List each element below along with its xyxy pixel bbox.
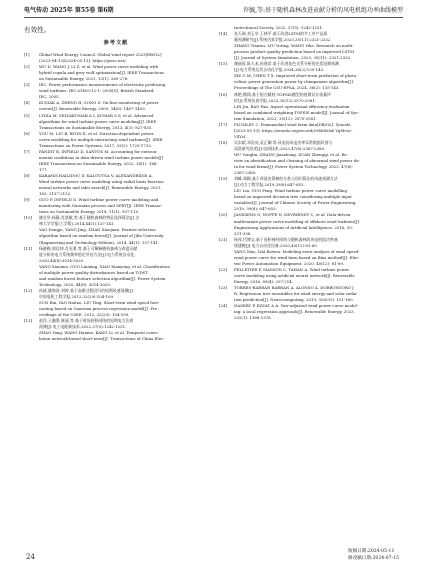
reference-line: LYDIA M, SELVAKUMAR A I, KUMAR S S, et al. Advanced [39, 112, 154, 118]
reference-number: [6] [24, 130, 30, 136]
reference-number: [7] [24, 148, 30, 154]
reference-line: wind power curve for wind farm based on Bins method[J]. Elec- [234, 254, 360, 260]
reference-item [219, 61, 403, 91]
reference-line: 林艳,熊翔,基于组合赋权-TOPSIS模型的视频设计质量评 [234, 91, 331, 97]
reference-line: curve modeling for multiple interacting wind turbines[J]. IEEE [39, 136, 163, 142]
reference-number: [16] [219, 91, 227, 97]
reference-line: view on identification and cleaning of abnormal wind power da- [234, 158, 360, 164]
reference-line: neural networks and tabu search[J]. Renewable Energy, 2021, [39, 185, 162, 191]
reference-text [39, 100, 208, 112]
right-column [219, 25, 403, 321]
reference-number: [5] [24, 112, 30, 118]
reference-line: KARAMICHAILIDOU D, KALOUTSA V, ALEXANDRIDIS A. [39, 172, 153, 178]
journal-info: 电气传动 2025年 第55卷 第6期 [24, 7, 114, 14]
reference-text [234, 212, 403, 236]
reference-item [219, 237, 403, 267]
reference-line: tion prediction[J]. Neurocomputing, 2019, 326(31): 151-160. [234, 297, 354, 303]
reference-line: 2367-2380. [234, 170, 257, 176]
reference-text [234, 237, 403, 267]
reference-text [234, 176, 403, 212]
reference-item [24, 131, 208, 149]
reference-item [24, 288, 208, 318]
reference-text [234, 267, 403, 285]
reference-item [24, 246, 208, 288]
reference-line: YANG Mao, DAI Bowen. Modeling error analysis of wind speed- [234, 248, 360, 254]
reference-line: XIE G M, CHEN T X. Improved short-term prediction of photo- [234, 73, 358, 79]
reference-line: IEC. Power performance measurements of electricity producing [39, 82, 166, 88]
reference-item [219, 285, 403, 303]
reference-line: Energy, 2016, 89(4): 207-214. [234, 278, 293, 284]
reference-line: based on improved decision tree considering multiple input [234, 194, 352, 200]
reference-line: NASERY P, EZZAT A A. Yaw-adjusted wind power curve model- [234, 303, 359, 309]
reference-line: [J].电力系统及其自动化学报,2024,36(2):135-143. [234, 67, 325, 73]
reference-number: [4] [24, 100, 30, 106]
reference-text [234, 31, 403, 61]
left-column [24, 25, 208, 342]
reference-number: [2] [24, 64, 30, 70]
reference-item [24, 82, 208, 100]
reference-line: mental conditions in data-driven wind turbine power models[J]. [39, 154, 165, 160]
reference-line: of multiple power quality disturbances based on TQWT [39, 269, 148, 275]
left-reference-list [24, 52, 208, 342]
reference-line: LIU Lin, GUO Feng. Wind turbine power curve modelling [234, 188, 348, 194]
running-header [24, 5, 403, 18]
reference-line: tem Simulation, 2023, 35(12): 2570-2581. [234, 115, 317, 121]
reference-line: Wind turbine power curve modeling using radial basis function [39, 179, 164, 185]
reference-line: casting based on Gaussian process regression model[J]. Pro- [39, 306, 159, 312]
reference-line: multivariate power curve modeling of offshore wind turbines[J]. [234, 218, 361, 224]
reference-line: Technology, 2020, 44(8): 3014-3020. [39, 281, 112, 287]
reference-line: LIN Jin, BAO Fan. Aspect operational efficiency evaluation [234, 103, 350, 109]
reference-number: [23] [219, 285, 227, 291]
reference-line: Proceedings of The CSU-EPSA, 2024, 36(2): 135-143. [234, 85, 340, 91]
reference-item [24, 52, 208, 64]
reference-number: [19] [219, 176, 227, 182]
reference-line: ta for wind farms[J]. Power System Technology, 2023, 47(6): [234, 164, 353, 170]
reference-item [24, 197, 208, 215]
reference-line: [J]. Journal of System Simulation, 2023, 35(11): 2321-2332. [234, 55, 352, 61]
reference-line: IEC, 2005. [39, 94, 60, 100]
reference-text [39, 64, 208, 82]
reference-line: monitoring with Gaussian process and SPRT[J]. IEEE Transac- [39, 203, 163, 209]
reference-line: 孙斌,姚海涛,刘婷.基于高斯过程回归的短期风速预测[J]. [39, 287, 135, 293]
reference-line: 202(1): 1368-1376. [234, 315, 272, 321]
reference-item [24, 215, 208, 245]
reference-line: WU Yonglin, ZHANG Jianzhong, XUAN Zhengqi, et al. Re- [234, 151, 348, 157]
reference-line: on Sustainable Energy, 2021, 13(1): 265-276. [39, 76, 129, 82]
reference-number: [17] [219, 121, 227, 127]
reference-line: ZHANG Tianrui, LIU Yuting, WANG Yike. Research on multi- [234, 43, 354, 49]
reference-line: Engineering Applications of Artificial Intelligence, 2016, 55: [234, 224, 354, 230]
reference-number: [22] [219, 266, 227, 272]
reference-item [24, 100, 208, 112]
reference-line: PELLETIER F, MASSON C, TAHAN A. Wind turbine power [234, 266, 350, 272]
reference-line: voltaic power generation power by chimpanzee algorithm[J]. [234, 79, 354, 85]
reference-line: 林大学学报(工学版),2014,44(1):137-141. [39, 221, 115, 227]
reference-item [219, 140, 403, 176]
reference-line: trotechnical Society, 2022, 37(5): 1242-1251. [234, 25, 324, 30]
reference-line: 量预测研究[J].系统仿真学报,2023,35(11):2321-2332. [234, 37, 332, 43]
reference-line: WU D, WANG J, LI Z, et al. Wind power curve modeling with [39, 64, 159, 70]
reference-line: 度分析的电力系统频率稳定评估方法[J].电力系统自动化, [39, 251, 136, 257]
reference-line: (2023-04-13)[2024-05-13]. https://gwec.net/. [39, 58, 127, 64]
reference-item [219, 303, 403, 321]
reference-item [219, 92, 403, 122]
reference-text [39, 131, 208, 149]
reference-text [234, 61, 403, 91]
reference-line: V4YcI. [234, 133, 247, 139]
reference-line: 177. [39, 166, 48, 172]
reference-text [39, 113, 208, 131]
reference-line: ceedings of the CSEE, 2012, 32(29): 104-109. [39, 312, 130, 318]
reference-line: tions on Sustainable Energy, 2018, 11(1): 107-115. [39, 209, 140, 215]
reference-line: R. Regression tree ensembles for wind energy and solar radia- [234, 291, 358, 297]
reference-line: YANG Xiaomei, GUO Linming, XIAO Xianyong, et al. Classification [39, 263, 170, 269]
reference-number: [20] [219, 212, 227, 218]
reference-item [219, 176, 403, 212]
reference-line: [2023-05-13]. https://zenodo.org/record/5946808#.YgMvoc- [234, 127, 353, 133]
reference-line: YAO Dongju, YANG Jing, ZHAN Xiaojuan. Feature selection [39, 227, 156, 233]
right-reference-list [219, 25, 403, 321]
reference-number: [8] [24, 172, 30, 178]
reference-line: curves[J]. Renewable Energy, 2009, 34(6): 1487-1493. [39, 106, 146, 112]
reference-line: 价[J].系统仿真学报,2023,35(12):2570-2581. [234, 97, 317, 103]
reference-number: [3] [24, 82, 30, 88]
reference-line: 杨茂,代博文.基于卷积神经网络与随机森林的风电机组功率曲 [234, 236, 338, 242]
reference-item [24, 64, 208, 82]
reference-line: and random forest feature selection algorithm[J]. Power System [39, 275, 166, 281]
manuscript-dates [348, 549, 399, 562]
reference-text [39, 149, 208, 173]
reference-line: 预测[J].电工电能新技术,2022,37(5):1242-1251. [39, 324, 127, 330]
reference-item [24, 173, 208, 197]
reference-line: 2019, 39(8): 647-653. [234, 206, 277, 212]
page-number: 24 [26, 553, 35, 561]
reference-text [39, 288, 208, 318]
reference-line: YOU M, LIU B, BYON E, et al. Direction-dependent power [39, 130, 154, 136]
reference-line: variables[J]. Journal of Chinese Society of Power Engineering, [234, 200, 357, 206]
reference-item [219, 122, 403, 140]
reference-item [24, 113, 208, 131]
reference-text [234, 122, 403, 140]
reference-line: 姚昱华,杨静,肖凯敏,等.基于随机森林的特征选择算法[J].吉 [39, 215, 140, 221]
reference-text [39, 52, 208, 64]
reference-text [39, 246, 208, 288]
reference-line: 2020,44(8):3014-3020. [39, 257, 85, 263]
reference-text [39, 215, 208, 245]
reference-number: [11] [24, 245, 32, 251]
reference-text [39, 318, 208, 342]
reference-line: 刘峰,郑颖,基于改进决策树的分类与回归算法的风速预测方法 [234, 176, 338, 182]
reference-item [219, 31, 403, 61]
reference-text [234, 140, 403, 176]
reference-line: algorithm based on random forest[J]. Journal of Jilin University [39, 233, 164, 239]
reference-line: 线建模[J].电力自动化设备,2020,40(12):81-89. [234, 242, 318, 248]
references-title: 参考文献 [103, 40, 129, 46]
reference-text [39, 82, 208, 100]
reference-number: [12] [24, 287, 32, 293]
reference-line: (Engineering and Technology Edition), 2014, 44(1): 137-141. [39, 239, 160, 245]
reference-line: curve modeling using artificial neural network[J]. Renewable [234, 272, 355, 278]
reference-line: hybrid copula and grey wolf optimization[J]. IEEE Transactions [39, 70, 164, 76]
reference-line: PLUMLEY C. Penmanshiel wind farm data[DB/OL]. Zenodo, [234, 121, 352, 127]
reference-line: tric Power Automation Equipment, 2020, 40(12): 81-89. [234, 260, 345, 266]
reference-number: [1] [24, 52, 30, 58]
reference-line: SUN Bin, YAO Haitao, LIU Ting. Short-term wind speed fore- [39, 299, 160, 305]
reference-number: [9] [24, 197, 30, 203]
reference-line: Global Wind Energy Council. Global wind report 2023[EB/OL] [39, 52, 162, 58]
reference-text [234, 92, 403, 122]
received-date: 收稿日期:2024-05-11 [347, 549, 395, 554]
reference-line: ing: a local regression approach[J]. Renewable Energy, 2023, [234, 309, 355, 315]
reference-line: 杨晓梅,郭佳坤,肖光勇,等.基于可解释随机森林与改进贡献 [39, 245, 138, 251]
reference-item [24, 149, 208, 173]
reference-line: 331-338. [234, 230, 252, 236]
reference-number: [14] [219, 31, 227, 37]
reference-line: ZHAO Yang, WANG Hanmo, KANG Li, et al. Temporal convo- [39, 330, 159, 336]
reference-line: JANSSENS O, NOPPE N, DEVRIENDT C, et al. Data-driven [234, 212, 351, 218]
reference-line: based on combined weighting-TOPSIS model[J]. Journal of Sys- [234, 109, 359, 115]
reference-number: [10] [24, 215, 32, 221]
reference-item [219, 212, 403, 236]
reference-line: 清洗研究综述[J].电网技术,2023,47(6):2367-2380. [234, 145, 326, 151]
reference-text [39, 197, 208, 215]
article-running-title: 许毓,等:基于随机森林改进贡献分析的风电机组功率曲线模型 [243, 7, 403, 14]
reference-line: algorithms for wind turbine power curve modeling[J]. IEEE [39, 118, 157, 124]
reference-number: [21] [219, 236, 227, 242]
reference-line: 张天瑞,刘玉亭,王林平.基于改进LSTM的多工序产品质 [234, 31, 328, 37]
reference-line: IEEE Transactions on Sustainable Energy, 2022, 14(1): 168- [39, 160, 158, 166]
reference-line: lution network-based short-term[J]. Transactions of China Elec- [39, 336, 165, 342]
reference-line: process product quality prediction based on improved LSTM [234, 49, 354, 55]
reference-line: PANDIT R, INFIELD D, SANTOS M. Accounting for environ- [39, 148, 158, 154]
reference-number: [13] [24, 318, 32, 324]
reference-line: [J].动力工程学报,2019,39(8):647-653. [234, 182, 305, 188]
intro-text: 有效性。 [24, 26, 51, 34]
reference-line: wind turbines: IEC 61400-12-1: 2005[S]. British Standard: [39, 88, 155, 94]
reference-line: TORRES-BARRAN BARRÁN A, ALONSO Á, DORRONSORO J [234, 285, 354, 291]
reference-line: 吴东斌,邓浩亮,袁正卿,等.风电场风电功率异常数据识别与 [234, 139, 333, 145]
reference-line: 中国电机工程学报,2012,32(29):104-109. [39, 293, 115, 299]
reference-number: [24] [219, 303, 227, 309]
reference-item [219, 267, 403, 285]
revised-date: 修改稿日期:2024-07-15 [347, 555, 399, 561]
reference-line: KUSIAK A, ZHENG H, SONG Z. On-line monitoring of power [39, 100, 159, 106]
reference-line: Transactions on Sustainable Energy, 2013, 4(3): 827-835. [39, 124, 153, 130]
reference-text [234, 303, 403, 321]
reference-line: Transactions on Power Systems, 2017, 33(2): 1725-1733. [39, 142, 152, 148]
reference-number: [15] [219, 61, 227, 67]
reference-line: 赵洋,王瀚墨,康丽,等.基于时间卷积网络的短期电力负荷 [39, 318, 134, 324]
reference-number: [18] [219, 139, 227, 145]
reference-line: 谢丽蓉,陈天本,孙建雷.基于改进灰色关系分析的光伏短期预测 [234, 61, 339, 67]
reference-text [39, 173, 208, 197]
reference-item [24, 318, 208, 342]
reference-line: GUO P, INFIELD D. Wind turbine power curve modeling and [39, 197, 159, 203]
reference-line: 163: 2137-2152. [39, 191, 72, 197]
reference-text [234, 285, 403, 303]
